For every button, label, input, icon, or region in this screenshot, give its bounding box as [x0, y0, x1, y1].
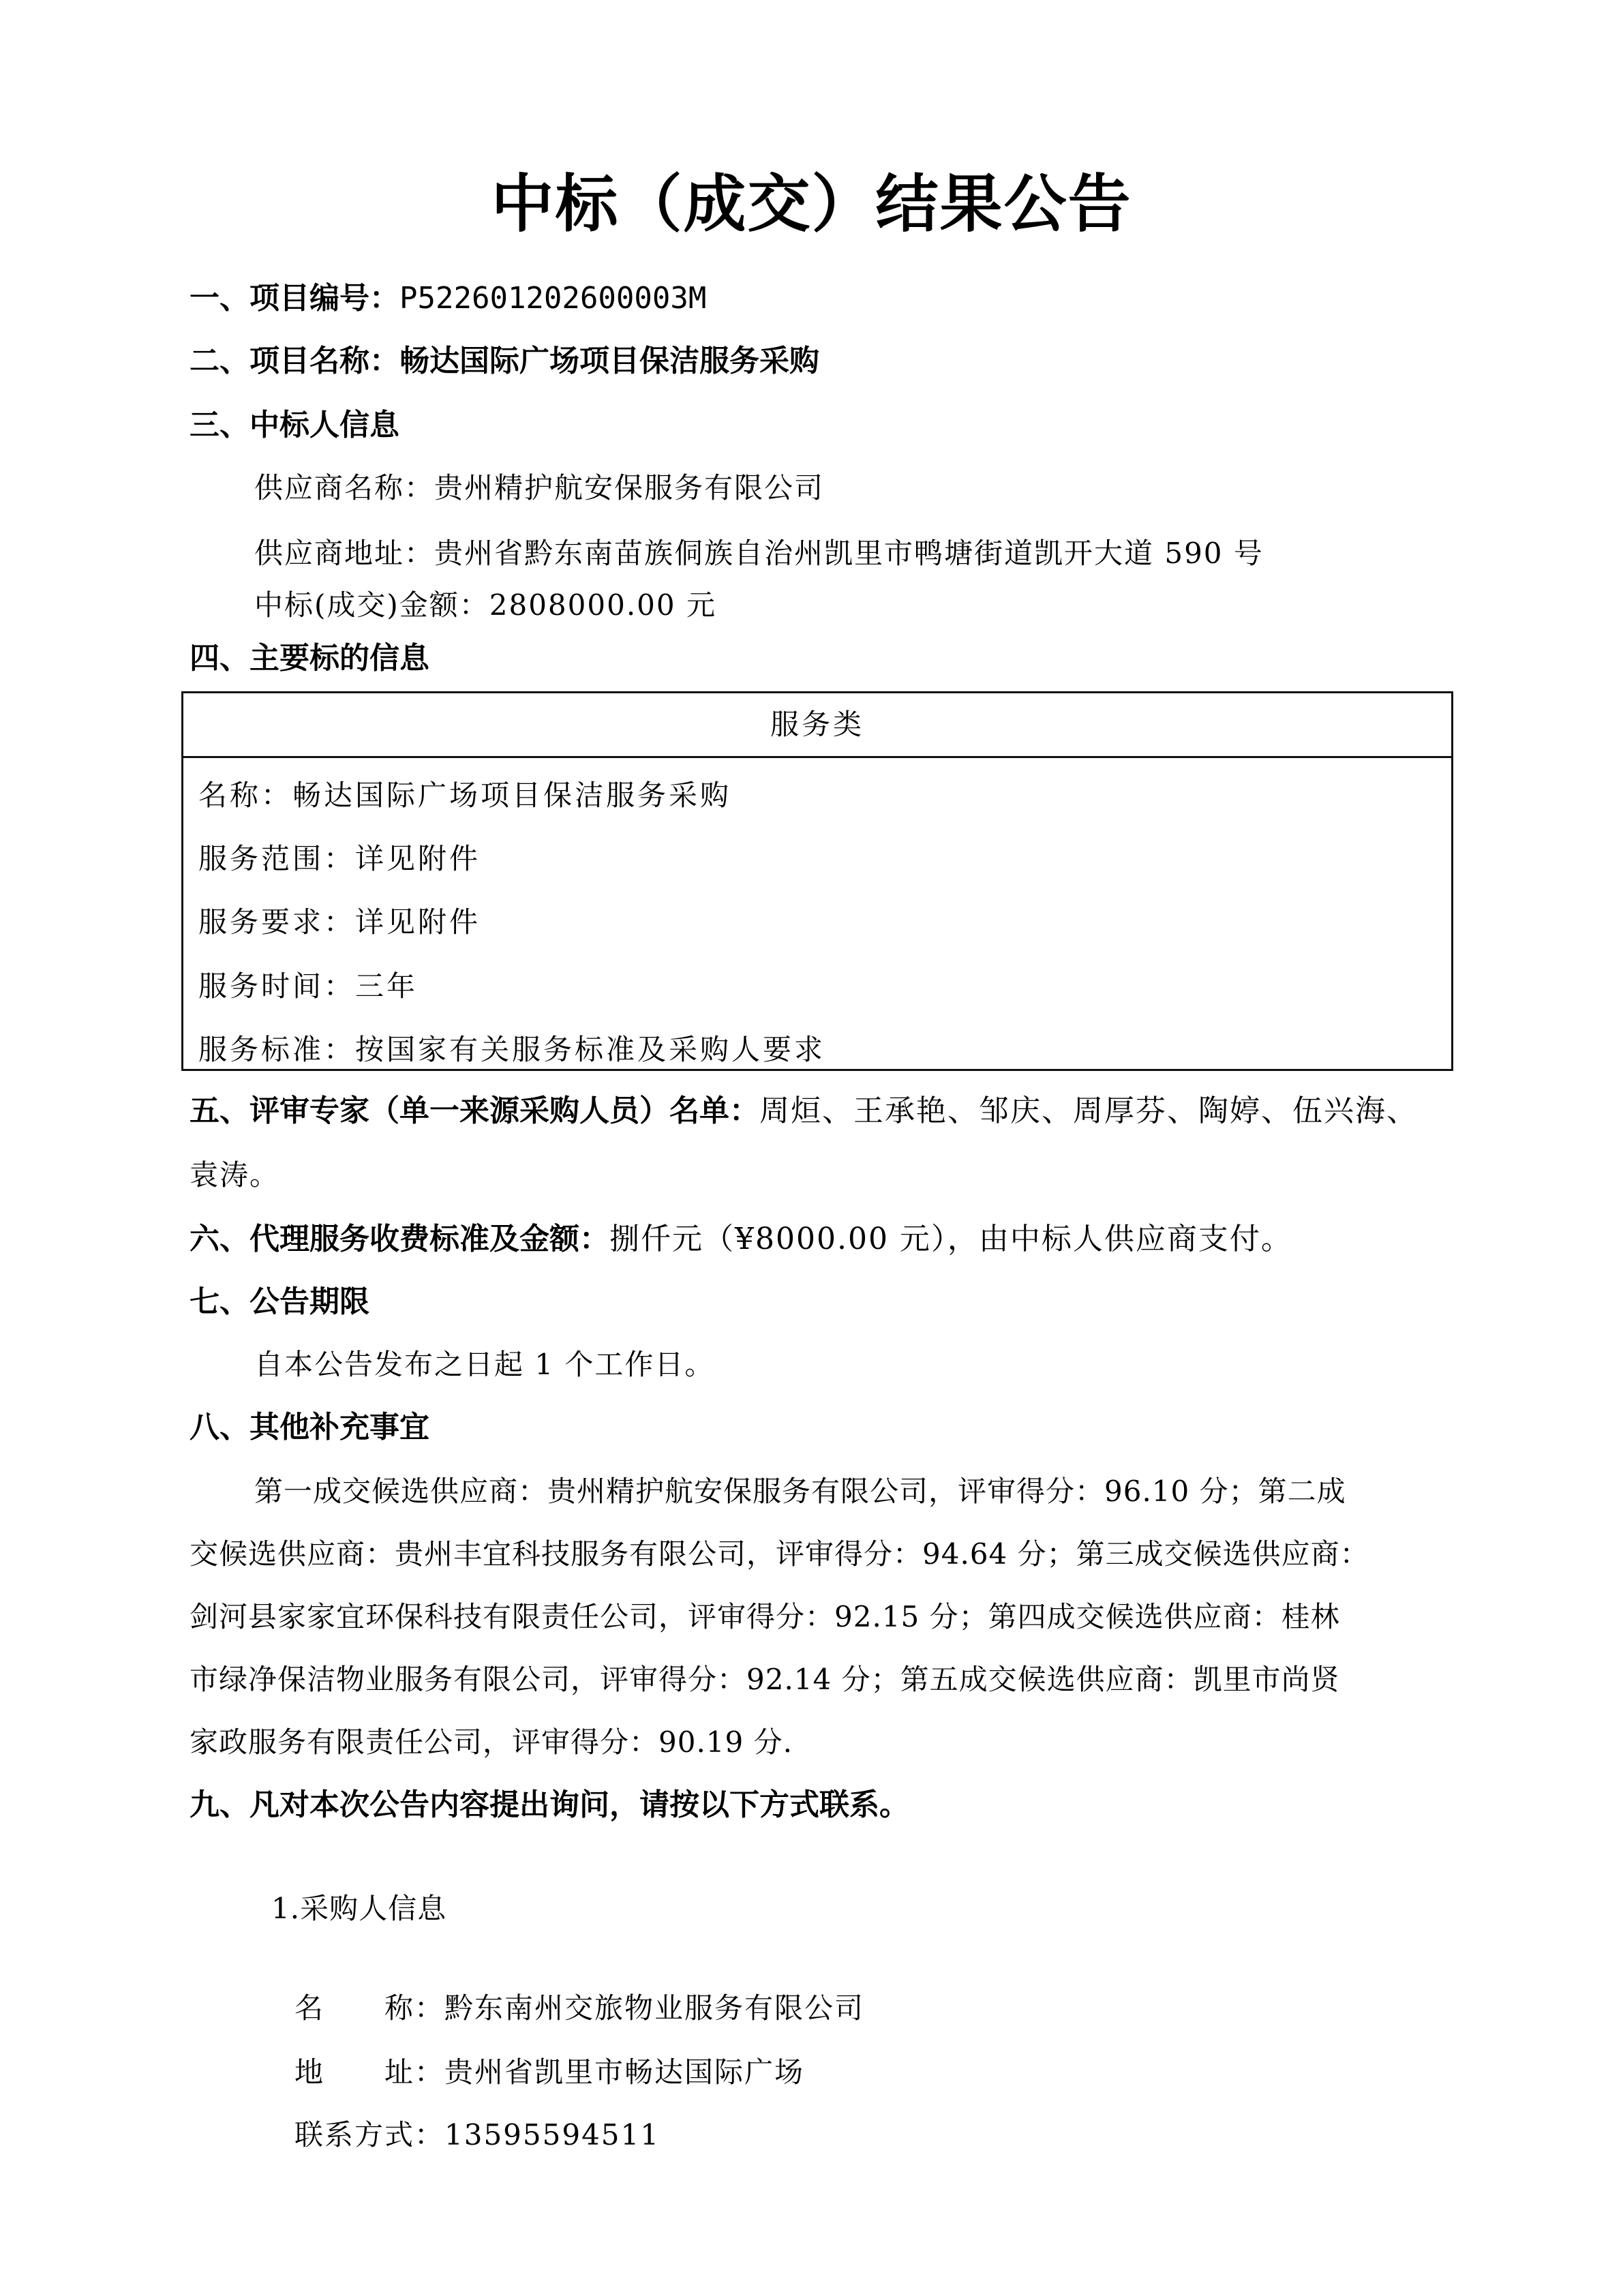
purchaser-phone: 13595594511 [444, 2118, 660, 2151]
purchaser-contact-row [294, 2115, 660, 2156]
announcement-period-text: 自本公告发布之日起 1 个工作日。 [254, 1348, 715, 1381]
candidate-ranking-line: 市绿净保洁物业服务有限公司，评审得分：92.14 分；第五成交候选供应商：凯里市尚贤 [189, 1663, 1340, 1696]
section-announcement-period: 七、公告期限 [189, 1284, 369, 1319]
expert-names: 周烜、王承艳、邹庆、周厚芬、陶婷、伍兴海、 [759, 1093, 1418, 1128]
section-project-number [189, 278, 706, 319]
section-label: 一、项目编号： [189, 281, 399, 316]
section-label: 六、代理服务收费标准及金额： [189, 1222, 609, 1256]
table-row: 服务时间：三年 [198, 969, 419, 1003]
table-header: 服务类 [183, 693, 1451, 758]
purchaser-info-heading: 1.采购人信息 [271, 1892, 447, 1925]
section-project-name [189, 341, 819, 382]
purchaser-name-row [294, 1988, 864, 2029]
candidate-ranking-line: 第一成交候选供应商：贵州精护航安保服务有限公司，评审得分：96.10 分；第二成 [254, 1475, 1346, 1508]
table-row: 服务要求：详见附件 [198, 905, 481, 939]
subject-info-table [181, 691, 1453, 1071]
section-review-experts [189, 1091, 1418, 1132]
candidate-ranking-line: 家政服务有限责任公司，评审得分：90.19 分. [189, 1725, 793, 1759]
page-title: 中标（成交）结果公告 [491, 168, 1132, 241]
candidate-ranking-line: 剑河县家家宜环保科技有限责任公司，评审得分：92.15 分；第四成交候选供应商：桂林 [189, 1600, 1340, 1633]
supplier-name: 供应商名称：贵州精护航安保服务有限公司 [254, 471, 825, 504]
winning-amount: 中标(成交)金额：2808000.00 元 [254, 588, 716, 622]
project-name: 畅达国际广场项目保洁服务采购 [399, 344, 819, 378]
purchaser-name-label: 名 称： [294, 1991, 445, 2025]
purchaser-address-label: 地 址： [294, 2055, 445, 2089]
section-label: 二、项目名称： [189, 344, 399, 378]
purchaser-contact-label: 联系方式： [294, 2118, 445, 2151]
agency-fee-value: 捌仟元（¥8000.00 元），由中标人供应商支付。 [609, 1222, 1292, 1256]
expert-names-continued: 袁涛。 [189, 1158, 280, 1192]
section-label: 五、评审专家（单一来源采购人员）名单： [189, 1093, 759, 1128]
section-other-matters: 八、其他补充事宜 [189, 1410, 429, 1445]
supplier-address: 供应商地址：贵州省黔东南苗族侗族自治州凯里市鸭塘街道凯开大道 590 号 [254, 537, 1264, 570]
table-row: 服务范围：详见附件 [198, 842, 481, 875]
purchaser-name: 黔东南州交旅物业服务有限公司 [444, 1991, 865, 2025]
purchaser-address-row [294, 2052, 804, 2093]
section-agency-fee [189, 1219, 1292, 1260]
table-row: 名称：畅达国际广场项目保洁服务采购 [198, 779, 732, 812]
section-winner-info: 三、中标人信息 [189, 408, 399, 442]
section-main-subject: 四、主要标的信息 [189, 641, 429, 676]
table-row: 服务标准：按国家有关服务标准及采购人要求 [198, 1033, 826, 1066]
section-contact-info: 九、凡对本次公告内容提出询问，请按以下方式联系。 [189, 1787, 909, 1822]
purchaser-address: 贵州省凯里市畅达国际广场 [444, 2055, 805, 2089]
project-number: P522601202600003M [399, 281, 707, 316]
candidate-ranking-line: 交候选供应商：贵州丰宜科技服务有限公司，评审得分：94.64 分；第三成交候选供应商： [189, 1537, 1369, 1571]
